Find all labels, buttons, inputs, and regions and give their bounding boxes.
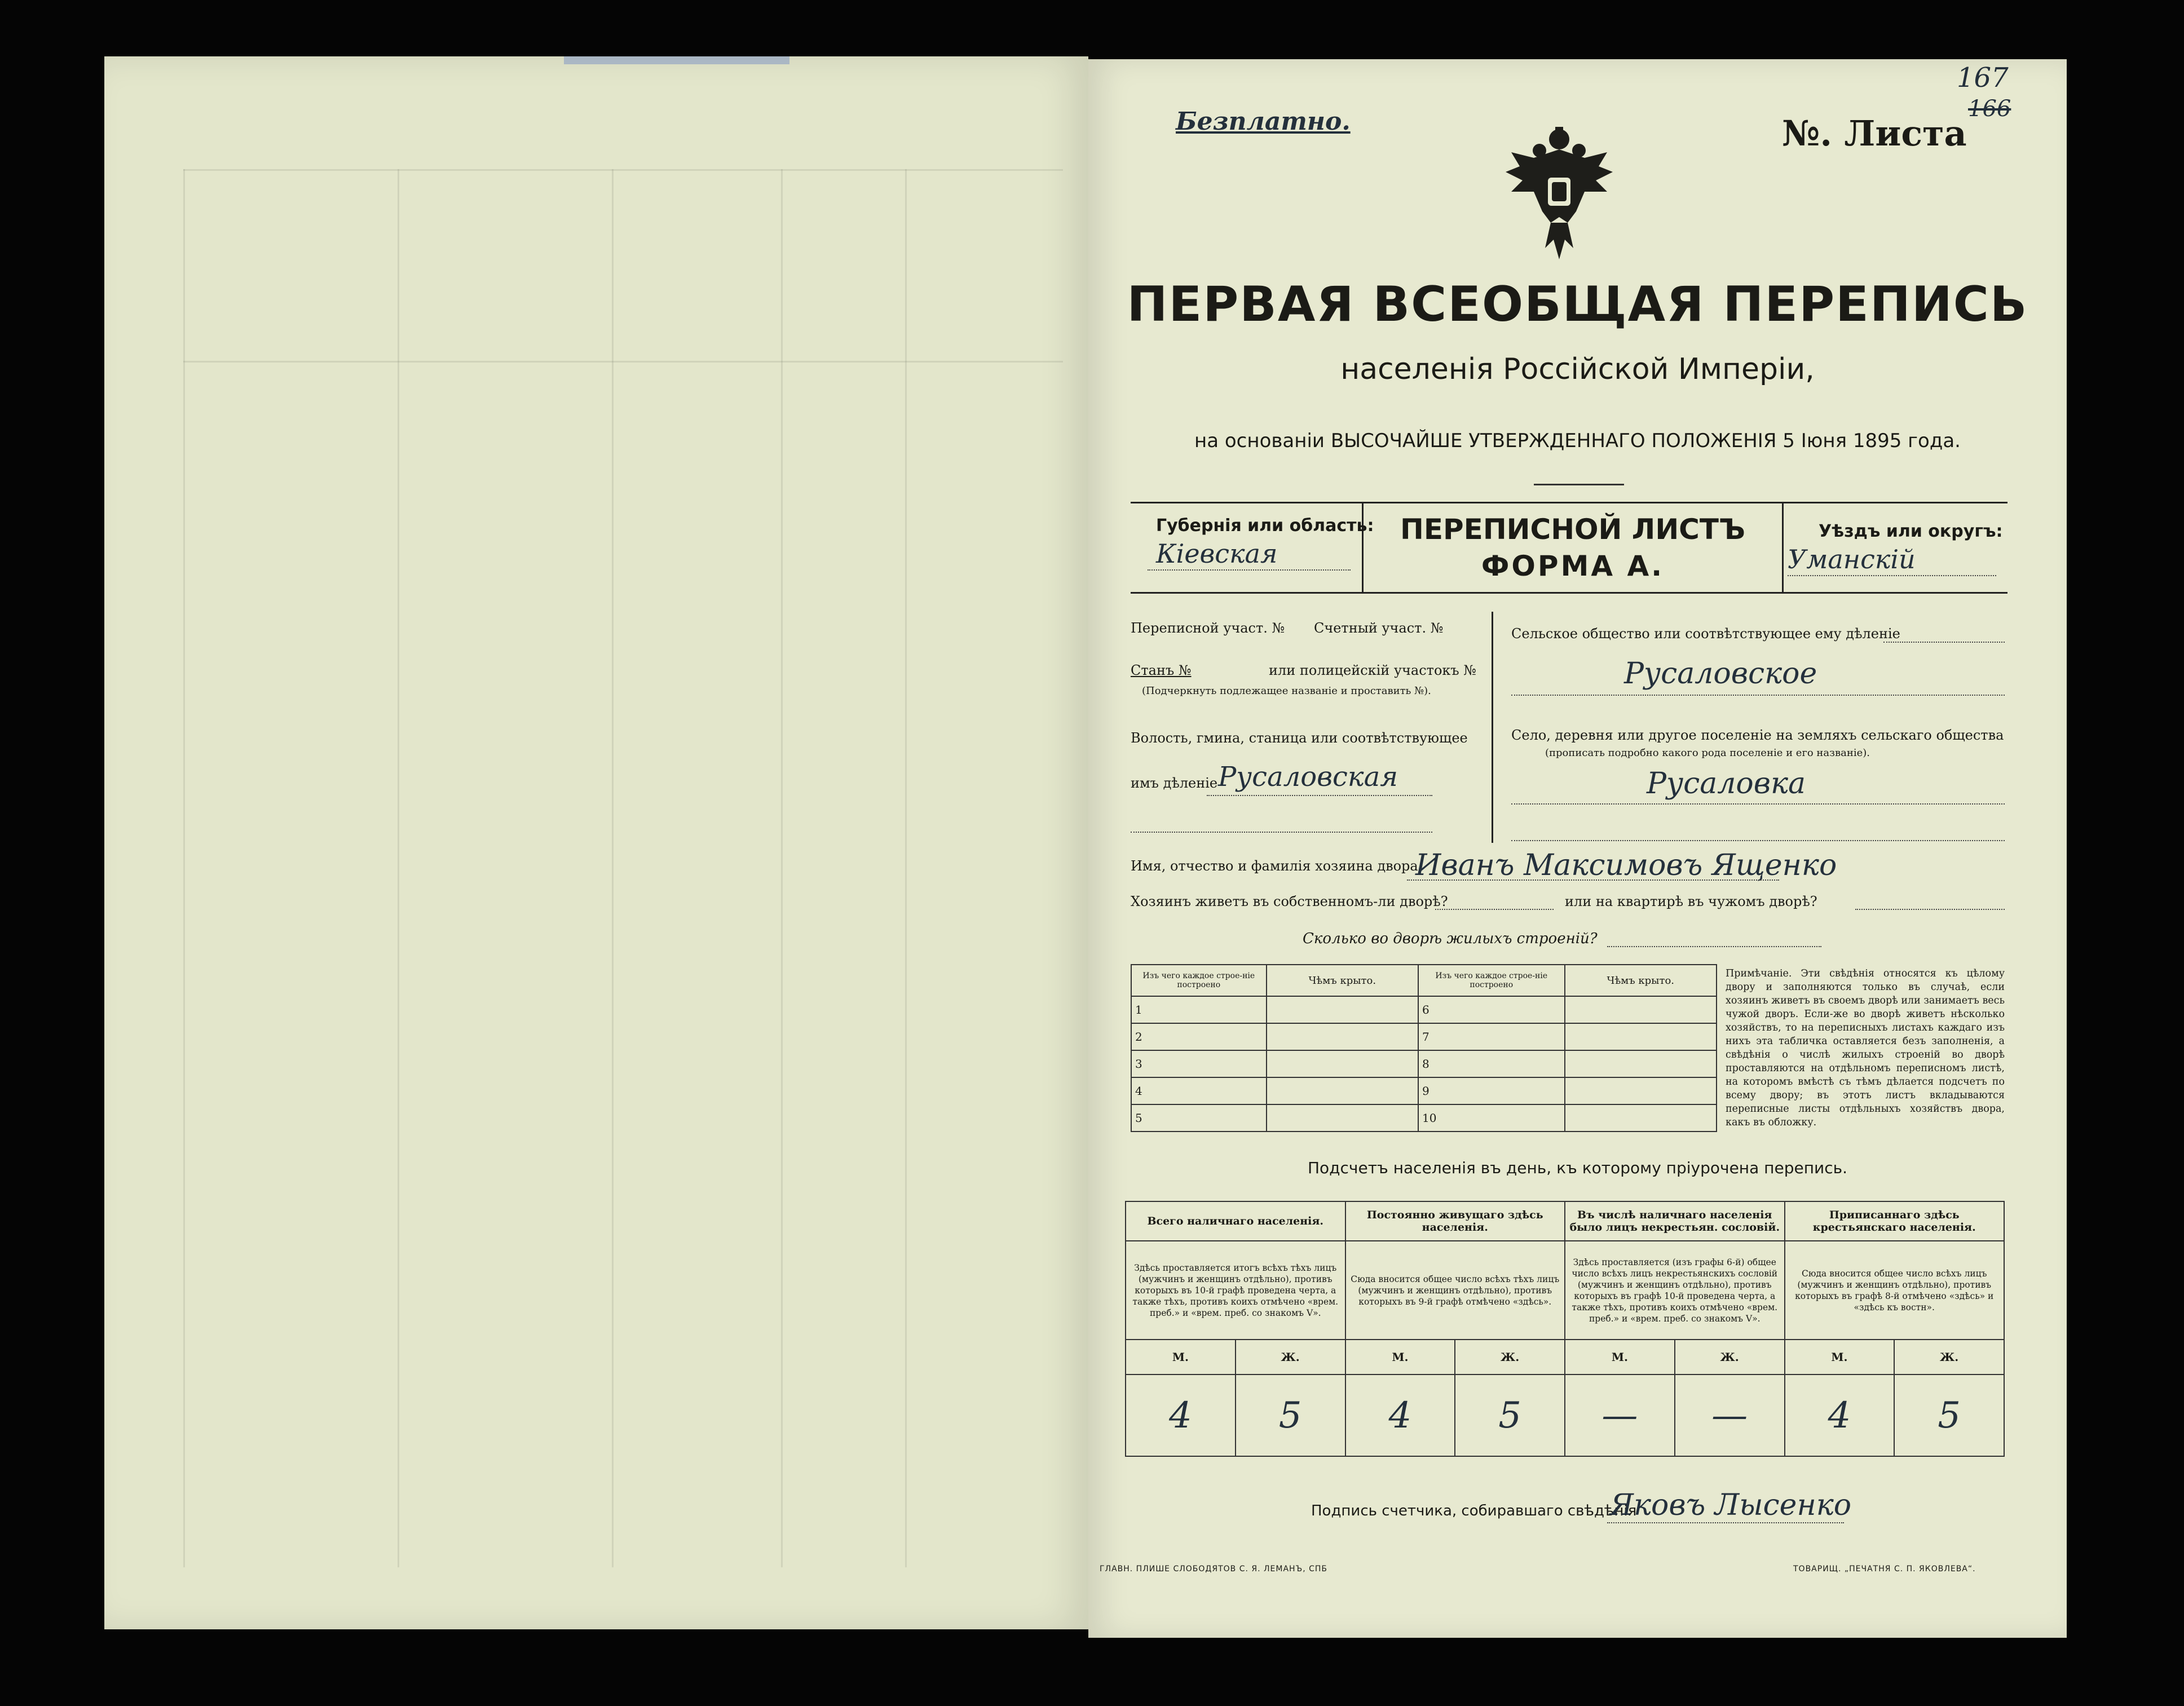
owner-value: Иванъ Максимовъ Ященко — [1415, 848, 1837, 882]
roof-cell — [1565, 996, 1717, 1023]
sheet-number-value: 167 — [1957, 62, 2009, 94]
row-number: 9 — [1418, 1077, 1565, 1104]
table-row — [1131, 1023, 1717, 1050]
lives-own-line — [1435, 909, 1554, 910]
bleed-line — [612, 169, 614, 1567]
count-header: Въ числѣ наличнаго населенія было лицъ некрестьян. сословій. — [1565, 1201, 1785, 1241]
bleed-line — [183, 169, 1063, 171]
row-number: 4 — [1131, 1077, 1267, 1104]
roof-cell — [1267, 1104, 1418, 1132]
table-row — [1131, 1077, 1717, 1104]
form-name-line1: ПЕРЕПИСНОЙ ЛИСТЪ — [1400, 513, 1745, 546]
paper-edge — [564, 56, 789, 64]
row-number: 10 — [1418, 1104, 1565, 1132]
bleed-line — [398, 169, 399, 1567]
count-description: Здѣсь проставляется (изъ графы 6-й) общее число всѣхъ лицъ некрестьянскихъ сословій (мужчинъ и женщинъ отдѣльно), противъ которыхъ въ графѣ 10-й проведена черта, а также тѣхъ, противъ коихъ отмѣчено «врем. преб.» и «врем. преб. со знакомъ V». — [1565, 1241, 1785, 1340]
roof-cell — [1565, 1050, 1717, 1077]
roof-cell — [1565, 1077, 1717, 1104]
buildings-col-roof: Чѣмъ крыто. — [1565, 965, 1717, 996]
form-head-bottom-rule — [1131, 592, 2007, 594]
female-column-label: Ж. — [1675, 1340, 1785, 1374]
table-row — [1131, 996, 1717, 1023]
form-head-top-rule — [1131, 502, 2007, 503]
row-number: 8 — [1418, 1050, 1565, 1077]
bleed-line — [183, 169, 185, 1567]
fields-column-divider — [1492, 612, 1493, 843]
village-label: Село, деревня или другое поселеніе на земляхъ сельскаго общества — [1511, 727, 2004, 743]
roof-cell — [1267, 1023, 1418, 1050]
female-column-label: Ж. — [1455, 1340, 1565, 1374]
census-area-label: Переписной участ. № — [1131, 620, 1285, 636]
count-value: 5 — [1236, 1374, 1345, 1456]
table-row — [1131, 1104, 1717, 1132]
count-value: 4 — [1126, 1374, 1236, 1456]
male-column-label: М. — [1565, 1340, 1675, 1374]
count-value: 4 — [1785, 1374, 1895, 1456]
volost-label-2: имъ дѣленіе — [1131, 775, 1218, 791]
underline-note: (Подчеркнуть подлежащее названіе и проставить №). — [1142, 685, 1431, 697]
sheet-number-label: №. Листа — [1782, 113, 1967, 154]
signature-label: Подпись счетчика, собиравшаго свѣдѣнія — [1311, 1502, 1637, 1519]
uezd-value: Уманскій — [1788, 544, 1916, 574]
buildings-table — [1131, 964, 1717, 1132]
volost-line-2 — [1131, 832, 1432, 833]
male-column-label: М. — [1126, 1340, 1236, 1374]
row-number: 5 — [1131, 1104, 1267, 1132]
volost-label: Волость, гмина, станица или соотвѣтствующее — [1131, 730, 1468, 746]
count-header: Постоянно живущаго здѣсь населенія. — [1345, 1201, 1565, 1241]
count-header: Приписаннаго здѣсь крестьянскаго населенія. — [1785, 1201, 2005, 1241]
count-header: Всего наличнаго населенія. — [1126, 1201, 1345, 1241]
village-line-2 — [1511, 840, 2005, 841]
free-label: Безплатно. — [1176, 107, 1351, 136]
count-value: 4 — [1345, 1374, 1455, 1456]
row-number: 1 — [1131, 996, 1267, 1023]
bleed-line — [781, 169, 783, 1567]
police-area-label: или полицейскій участокъ № — [1269, 662, 1477, 678]
buildings-col-material: Изъ чего каждое строе-ніе построено — [1131, 965, 1267, 996]
roof-cell — [1267, 1050, 1418, 1077]
legal-basis: на основаніи ВЫСОЧАЙШЕ УТВЕРЖДЕННАГО ПОЛОЖЕНІЯ 5 Іюня 1895 года. — [1194, 430, 1961, 452]
left-page — [104, 56, 1088, 1629]
buildings-col-material: Изъ чего каждое строе-ніе построено — [1418, 965, 1565, 996]
lives-own-label: Хозяинъ живетъ въ собственномъ-ли дворѣ? — [1131, 894, 1448, 909]
uezd-label: Уѣздъ или округъ: — [1819, 521, 2003, 541]
count-title: Подсчетъ населенія въ день, къ которому пріурочена перепись. — [1307, 1159, 1847, 1177]
buildings-line — [1607, 946, 1821, 947]
female-column-label: Ж. — [1236, 1340, 1345, 1374]
count-description: Здѣсь проставляется итогъ всѣхъ тѣхъ лицъ (мужчинъ и женщинъ отдѣльно), противъ которыхъ въ 10-й графѣ проведена черта, а также тѣхъ, противъ коихъ отмѣчено «врем. преб.» и «врем. преб. со знакомъ V». — [1126, 1241, 1345, 1340]
apartment-line — [1855, 909, 2005, 910]
sheet-number-old: 166 — [1968, 96, 2011, 122]
buildings-note: Примѣчаніе. Эти свѣдѣнія относятся къ цѣлому двору и заполняются только въ случаѣ, если хозяинъ живетъ въ своемъ дворѣ или занимаетъ весь чужой дворъ. Если-же во дворѣ живетъ нѣсколько хозяйствъ, то на переписныхъ листахъ каждаго изъ нихъ эта табличка оставляется безъ заполненія, а свѣдѣнія о числѣ жилыхъ строеній во дворѣ проставляются на отдѣльномъ переписномъ листѣ, на которомъ вмѣстѣ съ тѣмъ дѣлается подсчетъ по всему двору; въ этотъ листъ вкладываются переписные листы отдѣльныхъ хозяйствъ двора, какъ въ обложку. — [1726, 968, 2005, 1128]
row-number: 3 — [1131, 1050, 1267, 1077]
volost-line — [1207, 795, 1432, 796]
village-value: Русаловка — [1647, 767, 1806, 801]
female-column-label: Ж. — [1894, 1340, 2004, 1374]
buildings-label: Сколько во дворѣ жилыхъ строеній? — [1303, 930, 1598, 947]
count-value: 5 — [1894, 1374, 2004, 1456]
form-name-line2: ФОРМА А. — [1481, 550, 1665, 582]
rural-society-label: Сельское общество или соотвѣтствующее ему дѣленіе — [1511, 626, 1900, 642]
count-value: — — [1565, 1374, 1675, 1456]
volost-value: Русаловская — [1218, 761, 1398, 793]
village-line — [1511, 803, 2005, 805]
row-number: 7 — [1418, 1023, 1565, 1050]
rural-society-value: Русаловское — [1624, 657, 1817, 691]
form-head-divider — [1782, 502, 1784, 594]
gubernia-value: Кіевская — [1156, 538, 1278, 569]
ornament-divider — [1534, 484, 1624, 485]
row-number: 6 — [1418, 996, 1565, 1023]
count-description: Сюда вносится общее число всѣхъ лицъ (мужчинъ и женщинъ отдѣльно), противъ которыхъ въ графѣ 8-й отмѣчено «здѣсь» и «здѣсь къ востн». — [1785, 1241, 2005, 1340]
table-row — [1131, 1050, 1717, 1077]
page-title: ПЕРВАЯ ВСЕОБЩАЯ ПЕРЕПИСЬ — [1127, 276, 2028, 333]
count-description: Сюда вносится общее число всѣхъ тѣхъ лицъ (мужчинъ и женщинъ отдѣльно), противъ которыхъ въ 9-й графѣ отмѣчено «здѣсь». — [1345, 1241, 1565, 1340]
stan-label: Станъ № — [1131, 662, 1192, 678]
roof-cell — [1267, 996, 1418, 1023]
bleed-line — [905, 169, 907, 1567]
population-count-table — [1125, 1201, 2005, 1457]
bleed-line — [183, 361, 1063, 363]
owner-label: Имя, отчество и фамилія хозяина двора — [1131, 858, 1418, 874]
signature-line — [1607, 1522, 1844, 1523]
rural-society-line — [1883, 642, 2005, 643]
count-value: 5 — [1455, 1374, 1565, 1456]
roof-cell — [1565, 1104, 1717, 1132]
imperial-eagle-icon — [1500, 127, 1618, 265]
gubernia-line — [1148, 569, 1351, 571]
signature-value: Яковъ Лысенко — [1610, 1488, 1852, 1522]
rural-society-line-2 — [1511, 695, 2005, 696]
owner-line — [1407, 879, 1779, 881]
male-column-label: М. — [1345, 1340, 1455, 1374]
apartment-label: или на квартирѣ въ чужомъ дворѣ? — [1565, 894, 1817, 909]
count-area-label: Счетный участ. № — [1314, 620, 1444, 636]
printer-footer-right: ТОВАРИЩ. „ПЕЧАТНЯ С. П. ЯКОВЛЕВА“. — [1793, 1564, 1976, 1574]
page-subtitle: населенія Россійской Имперіи, — [1340, 352, 1815, 386]
roof-cell — [1565, 1023, 1717, 1050]
count-value: — — [1675, 1374, 1785, 1456]
male-column-label: М. — [1785, 1340, 1895, 1374]
gubernia-label: Губернія или область: — [1156, 516, 1374, 536]
village-note: (прописать подробно какого рода поселеніе и его названіе). — [1545, 747, 1870, 759]
uezd-line — [1788, 575, 1996, 576]
printer-footer-left: ГЛАВН. ПЛИШЕ СЛОБОДЯТОВ С. Я. ЛЕМАНЪ, СПБ — [1100, 1564, 1328, 1574]
row-number: 2 — [1131, 1023, 1267, 1050]
buildings-col-roof: Чѣмъ крыто. — [1267, 965, 1418, 996]
roof-cell — [1267, 1077, 1418, 1104]
